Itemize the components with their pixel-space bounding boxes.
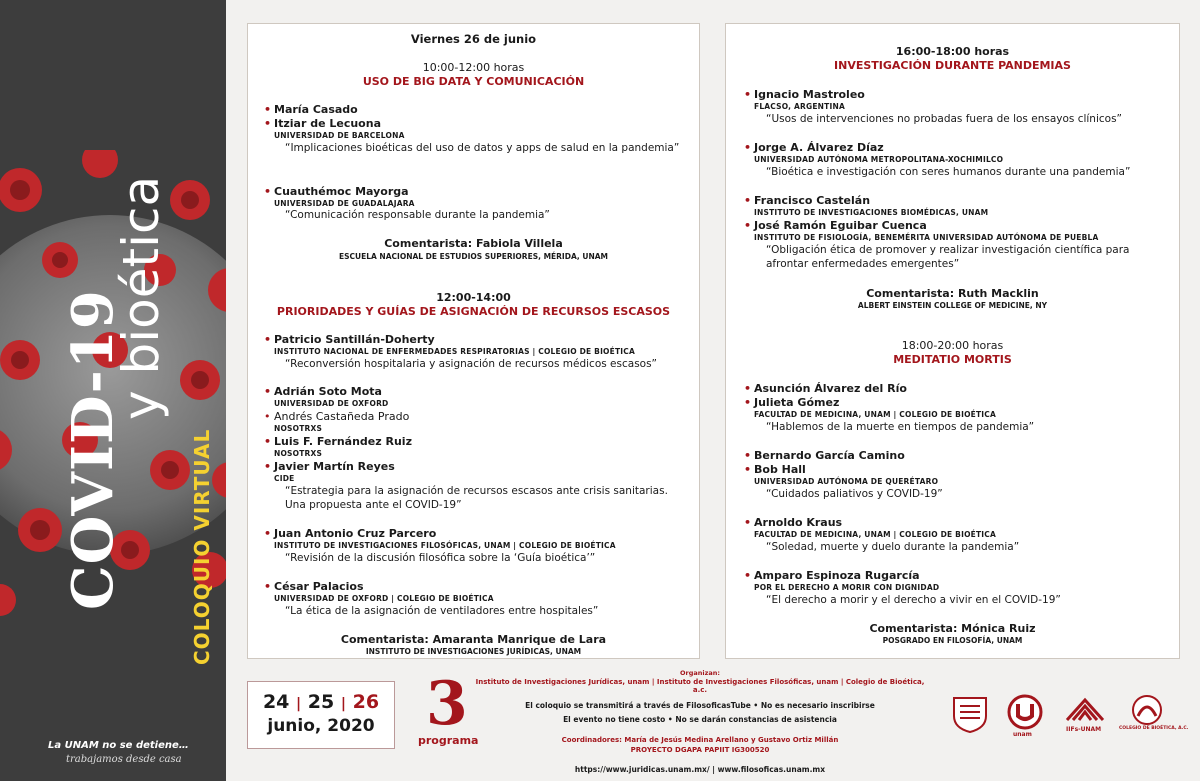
program-right-column xyxy=(725,23,1180,659)
talk-title: “Usos de intervenciones no probadas fuera de los ensayos clínicos” xyxy=(766,113,1122,125)
speaker-institution: UNIVERSIDAD DE OXFORD | COLEGIO DE BIOÉTICA xyxy=(274,594,494,603)
colegio-bioetica-logo-icon xyxy=(1130,694,1164,726)
coordinators-names: María de Jesús Medina Arellano y Gustavo Ortiz Millán xyxy=(624,736,839,744)
speaker-name: • Itziar de Lecuona xyxy=(274,117,381,130)
date-days xyxy=(248,691,394,713)
logo-label: COLEGIO DE BIOÉTICA, A.C. xyxy=(1119,726,1189,731)
session-title: PRIORIDADES Y GUÍAS DE ASIGNACIÓN DE RECURSOS ESCASOS xyxy=(276,305,671,318)
date-separator: | xyxy=(296,696,302,712)
speaker-institution: CIDE xyxy=(274,474,295,483)
title-covid: COVID-19 xyxy=(60,289,126,610)
speaker-name: • Patricio Santillán-Doherty xyxy=(274,333,435,346)
commentator: Comentarista: Ruth Macklin xyxy=(866,287,1039,300)
speaker-name: • Ignacio Mastroleo xyxy=(754,88,865,101)
talk-title: “Hablemos de la muerte en tiempos de pandemia” xyxy=(766,421,1035,433)
talk-title: “Estrategia para la asignación de recursos escasos ante crisis sanitarias. Una propuesta ante el COVID-19” xyxy=(285,485,668,511)
speaker-institution: FACULTAD DE MEDICINA, UNAM | COLEGIO DE BIOÉTICA xyxy=(754,410,997,419)
speaker-institution: NOSOTRXS xyxy=(274,449,323,458)
speaker-institution: FLACSO, ARGENTINA xyxy=(754,102,845,111)
talk-title: “Implicaciones bioéticas del uso de datos y apps de salud en la pandemia” xyxy=(285,142,680,154)
speaker-name: • Javier Martín Reyes xyxy=(274,460,395,473)
speaker-name: • Bernardo García Camino xyxy=(754,449,905,462)
date-separator: | xyxy=(340,696,346,712)
event-dates xyxy=(247,681,395,749)
speaker-name: • Francisco Castelán xyxy=(754,194,870,207)
speaker-institution: UNIVERSIDAD AUTÓNOMA DE QUERÉTARO xyxy=(754,477,939,486)
speaker-name: • José Ramón Eguibar Cuenca xyxy=(754,219,927,232)
speaker-name: • Asunción Álvarez del Río xyxy=(754,382,907,395)
organizers-label: Organizan: xyxy=(679,669,721,677)
speaker-institution: INSTITUTO DE FISIOLOGÍA, BENEMÉRITA UNIVERSIDAD AUTÓNOMA DE PUEBLA xyxy=(754,233,1099,242)
session-title: MEDITATIO MORTIS xyxy=(893,353,1012,366)
date-day: 25 xyxy=(307,691,335,713)
speaker-name: • Julieta Gómez xyxy=(754,396,839,409)
talk-title: “El derecho a morir y el derecho a vivir en el COVID-19” xyxy=(766,594,1061,606)
commentator: Comentarista: Amaranta Manrique de Lara xyxy=(340,633,607,646)
commentator-institution: ESCUELA NACIONAL DE ESTUDIOS SUPERIORES, MÉRIDA, UNAM xyxy=(339,252,608,261)
speaker-name: • Bob Hall xyxy=(754,463,806,476)
talk-title: “Soledad, muerte y duelo durante la pandemia” xyxy=(766,541,1020,553)
commentator-institution: POSGRADO EN FILOSOFÍA, UNAM xyxy=(882,636,1023,645)
speaker-institution: INSTITUTO NACIONAL DE ENFERMEDADES RESPIRATORIAS | COLEGIO DE BIOÉTICA xyxy=(274,347,635,356)
iifs-logo-icon xyxy=(1063,694,1107,724)
speaker-name: • María Casado xyxy=(274,103,358,116)
logo-label: unam xyxy=(1013,731,1032,738)
speaker-name: • Cuauthémoc Mayorga xyxy=(274,185,409,198)
session-time: 12:00-14:00 xyxy=(436,291,511,304)
session-time: 18:00-20:00 horas xyxy=(901,339,1004,352)
speaker-institution: INSTITUTO DE INVESTIGACIONES BIOMÉDICAS, UNAM xyxy=(754,208,989,217)
session-time: 16:00-18:00 horas xyxy=(895,45,1010,58)
unam-note-2: trabajamos desde casa xyxy=(66,754,182,765)
speaker-institution: UNIVERSIDAD DE BARCELONA xyxy=(274,131,405,140)
talk-title: “Revisión de la discusión filosófica sobre la ‘Guía bioética’” xyxy=(285,552,596,564)
speaker-name: • César Palacios xyxy=(274,580,364,593)
talk-title: “La ética de la asignación de ventiladores entre hospitales” xyxy=(285,605,599,617)
commentator: Comentarista: Fabiola Villela xyxy=(384,237,563,250)
talk-title: “Cuidados paliativos y COVID-19” xyxy=(766,488,943,500)
program-left-column xyxy=(247,23,700,659)
cover-panel xyxy=(0,0,226,781)
commentator-institution: ALBERT EINSTEIN COLLEGE OF MEDICINE, NY xyxy=(857,301,1048,310)
speaker-name: • Adrián Soto Mota xyxy=(274,385,382,398)
date-day-current: 26 xyxy=(352,691,380,713)
title-bioetica: y bioética xyxy=(112,175,170,420)
unam-note: La UNAM no se detiene… xyxy=(48,740,189,751)
title-coloquio-virtual: COLOQUIO VIRTUAL xyxy=(190,428,214,665)
organizers: Instituto de Investigaciones Jurídicas, unam | Instituto de Investigaciones Filosóficas, unam | Colegio de Bioética, a.c. xyxy=(475,678,925,694)
info-line-1: El coloquio se transmitirá a través de FilosoficasTube • No es necesario inscribirse xyxy=(525,701,875,710)
session-title: INVESTIGACIÓN DURANTE PANDEMIAS xyxy=(834,59,1071,72)
program-number: 3 xyxy=(426,669,468,739)
talk-title: “Bioética e investigación con seres humanos durante una pandemia” xyxy=(766,166,1131,178)
speaker-name: • Amparo Espinoza Rugarcía xyxy=(754,569,920,582)
speaker-institution: UNIVERSIDAD DE OXFORD xyxy=(274,399,389,408)
commentator: Comentarista: Mónica Ruiz xyxy=(869,622,1036,635)
speaker-name: • Luis F. Fernández Ruiz xyxy=(274,435,412,448)
speaker-institution: FACULTAD DE MEDICINA, UNAM | COLEGIO DE BIOÉTICA xyxy=(754,530,997,539)
talk-title: “Obligación ética de promover y realizar investigación científica para afrontar enfermedades emergentes” xyxy=(766,244,1130,270)
talk-title: “Comunicación responsable durante la pandemia” xyxy=(285,209,550,221)
logo-label: IIFs-UNAM xyxy=(1066,726,1102,733)
program-label: programa xyxy=(418,734,479,747)
speaker-institution: UNIVERSIDAD DE GUADALAJARA xyxy=(274,199,415,208)
speaker-name: • Juan Antonio Cruz Parcero xyxy=(274,527,436,540)
session-title: USO DE BIG DATA Y COMUNICACIÓN xyxy=(362,75,585,88)
info-line-2: El evento no tiene costo • No se darán constancias de asistencia xyxy=(563,715,837,724)
speaker-name: • Andrés Castañeda Prado xyxy=(274,410,409,423)
website-links[interactable]: https://www.juridicas.unam.mx/ | www.filosoficas.unam.mx xyxy=(574,765,826,774)
coordinators xyxy=(470,736,930,744)
date-day: 24 xyxy=(262,691,290,713)
speaker-name: • Arnoldo Kraus xyxy=(754,516,842,529)
coordinators-label: Coordinadores: xyxy=(561,736,622,744)
speaker-institution: POR EL DERECHO A MORIR CON DIGNIDAD xyxy=(754,583,940,592)
commentator-institution: INSTITUTO DE INVESTIGACIONES JURÍDICAS, UNAM xyxy=(365,647,582,656)
speaker-institution: INSTITUTO DE INVESTIGACIONES FILOSÓFICAS, UNAM | COLEGIO DE BIOÉTICA xyxy=(274,541,616,550)
unam-shield-icon xyxy=(950,694,990,734)
day-heading: Viernes 26 de junio xyxy=(410,32,537,46)
unam-logo-icon xyxy=(1005,694,1045,734)
project-code: PROYECTO DGAPA PAPIIT IG300520 xyxy=(630,746,770,754)
date-month: junio, 2020 xyxy=(267,716,375,736)
session-time: 10:00-12:00 horas xyxy=(422,61,525,74)
speaker-institution: NOSOTRXS xyxy=(274,424,323,433)
speaker-institution: UNIVERSIDAD AUTÓNOMA METROPOLITANA-XOCHIMILCO xyxy=(754,155,1004,164)
speaker-name: • Jorge A. Álvarez Díaz xyxy=(754,141,884,154)
talk-title: “Reconversión hospitalaria y asignación de recursos médicos escasos” xyxy=(285,358,657,370)
